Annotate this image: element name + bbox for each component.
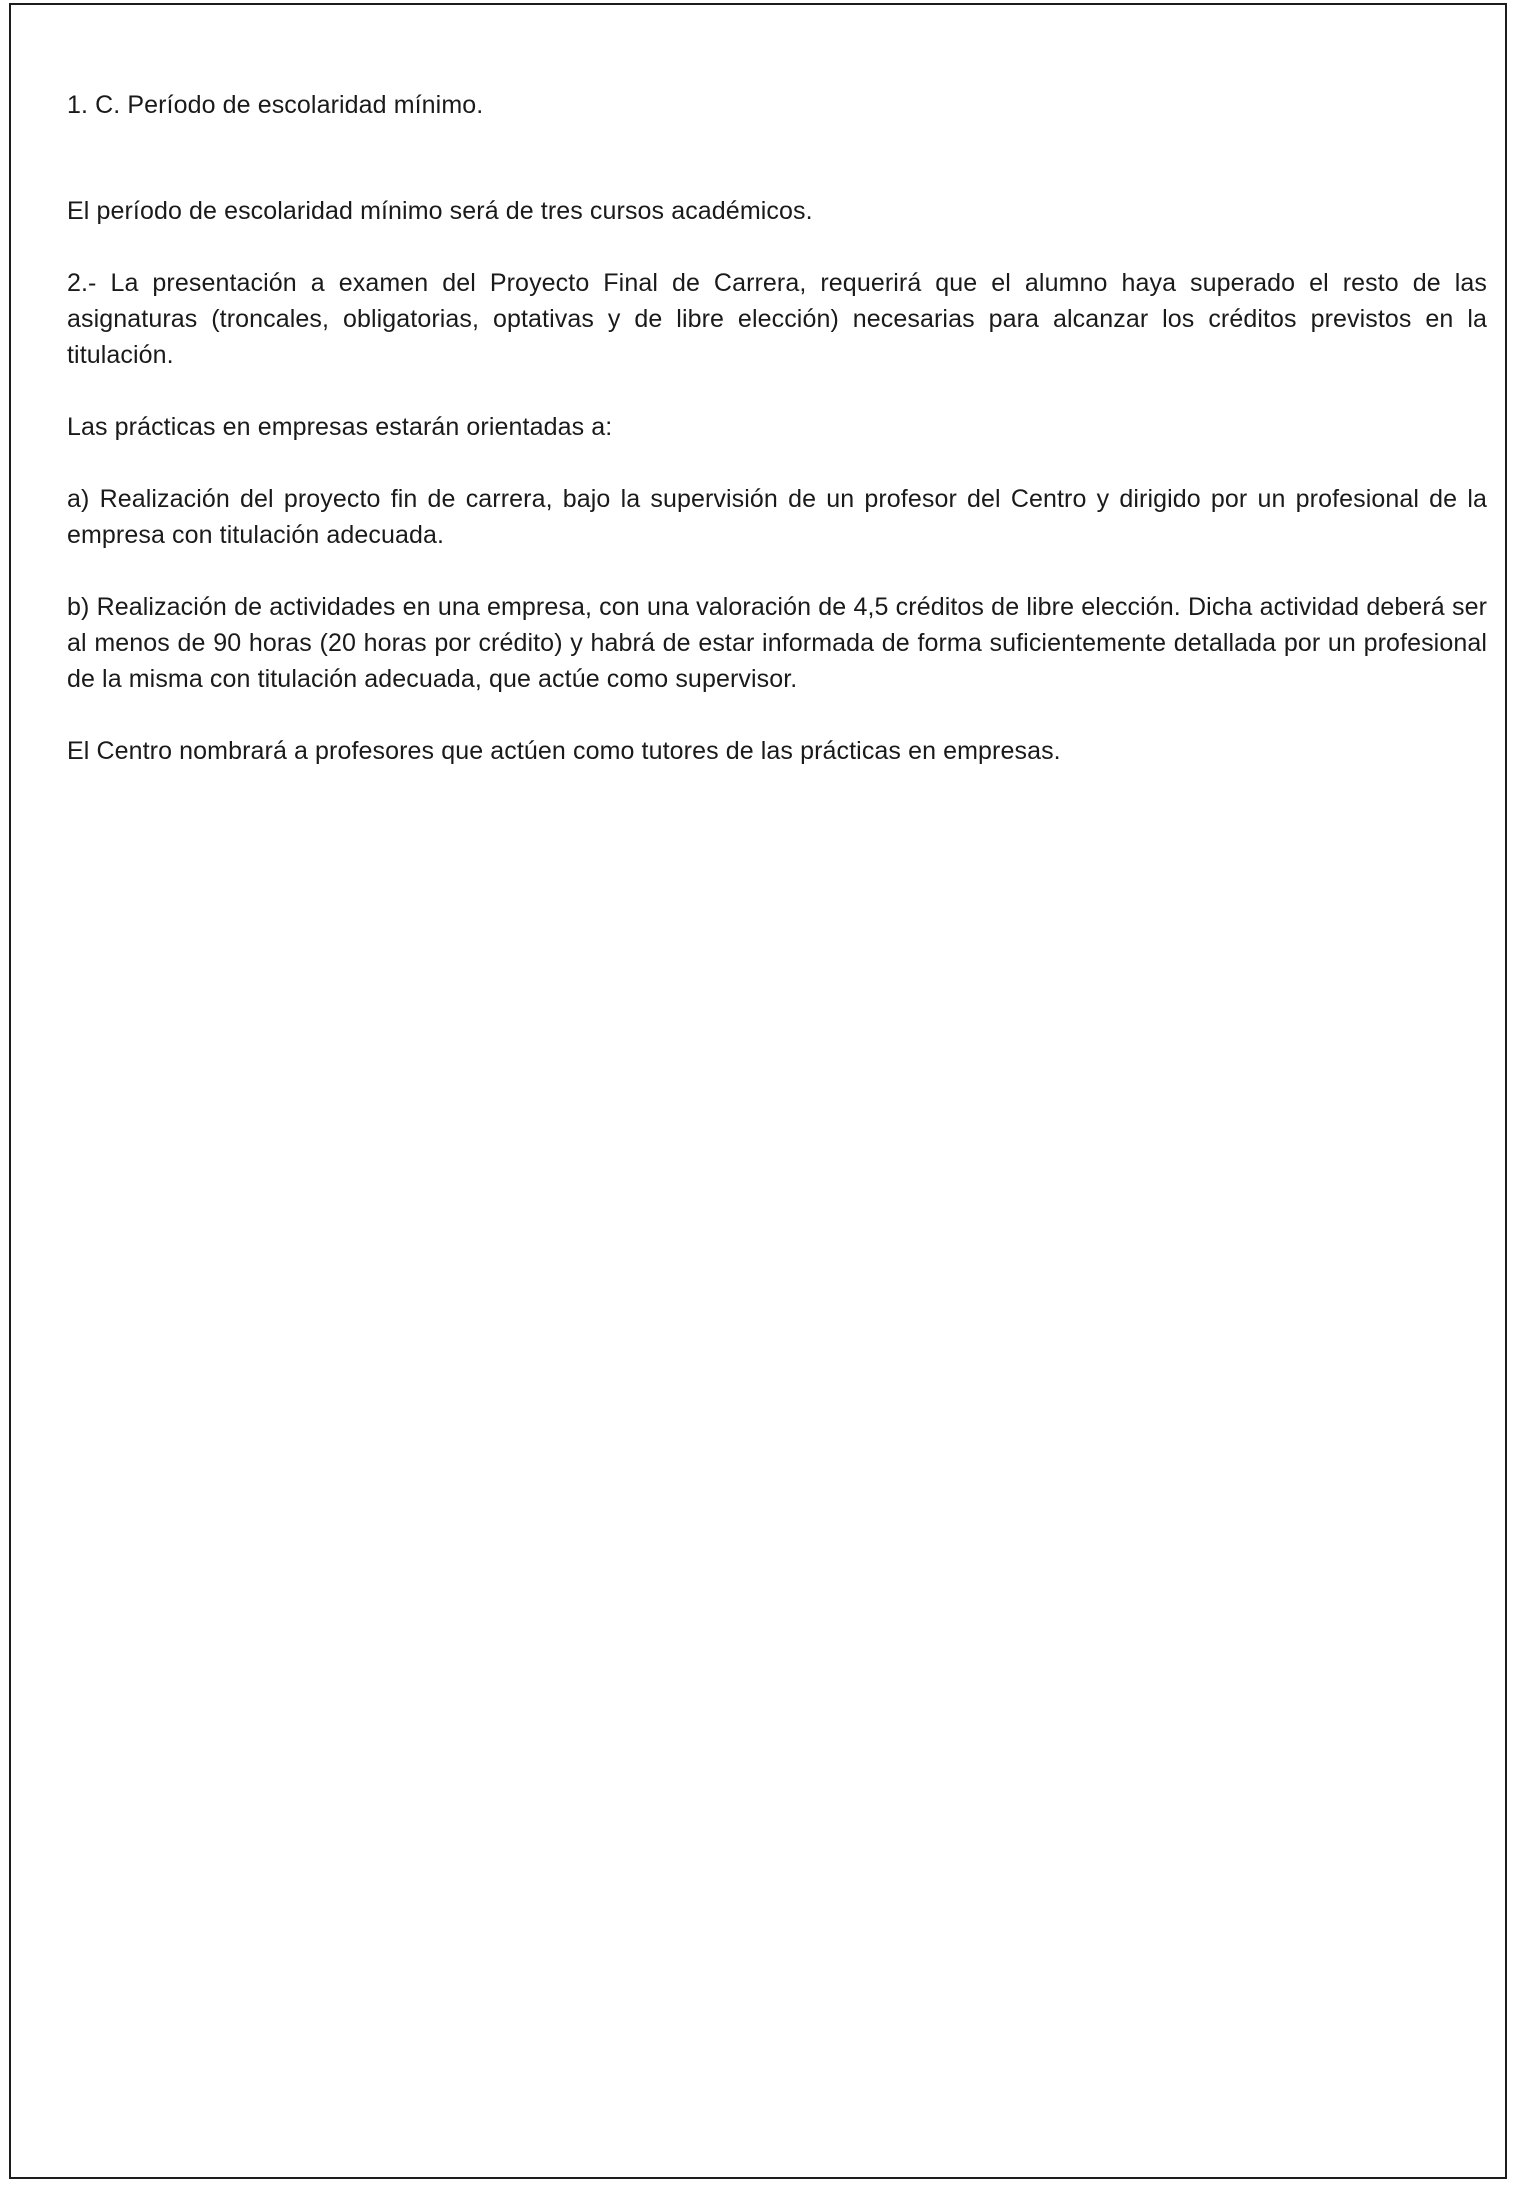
document-body xyxy=(67,87,1487,769)
paragraph-tutors: El Centro nombrará a profesores que actúen como tutores de las prácticas en empresas. xyxy=(67,737,1061,765)
paragraph-item-a: a) Realización del proyecto fin de carrera, bajo la supervisión de un profesor del Centro y dirigido por un profesional de la empresa con titulación adecuada. xyxy=(67,485,1487,549)
paragraph-item-b: b) Realización de actividades en una empresa, con una valoración de 4,5 créditos de libre elección. Dicha actividad deberá ser al menos de 90 horas (20 horas por crédito) y habrá de estar informada de forma suficientemente detallada por un profesional de la misma con titulación adecuada, que actúe como supervisor. xyxy=(67,593,1487,693)
paragraph-final-project: 2.- La presentación a examen del Proyecto Final de Carrera, requerirá que el alumno haya superado el resto de las asignaturas (troncales, obligatorias, optativas y de libre elección) necesarias para alcanzar los créditos previstos en la titulación. xyxy=(67,269,1487,369)
paragraph-internships-intro: Las prácticas en empresas estarán orientadas a: xyxy=(67,413,613,441)
paragraph-minimum-period: El período de escolaridad mínimo será de tres cursos académicos. xyxy=(67,197,813,225)
section-heading: 1. C. Período de escolaridad mínimo. xyxy=(67,91,484,119)
page-frame xyxy=(9,3,1507,2179)
